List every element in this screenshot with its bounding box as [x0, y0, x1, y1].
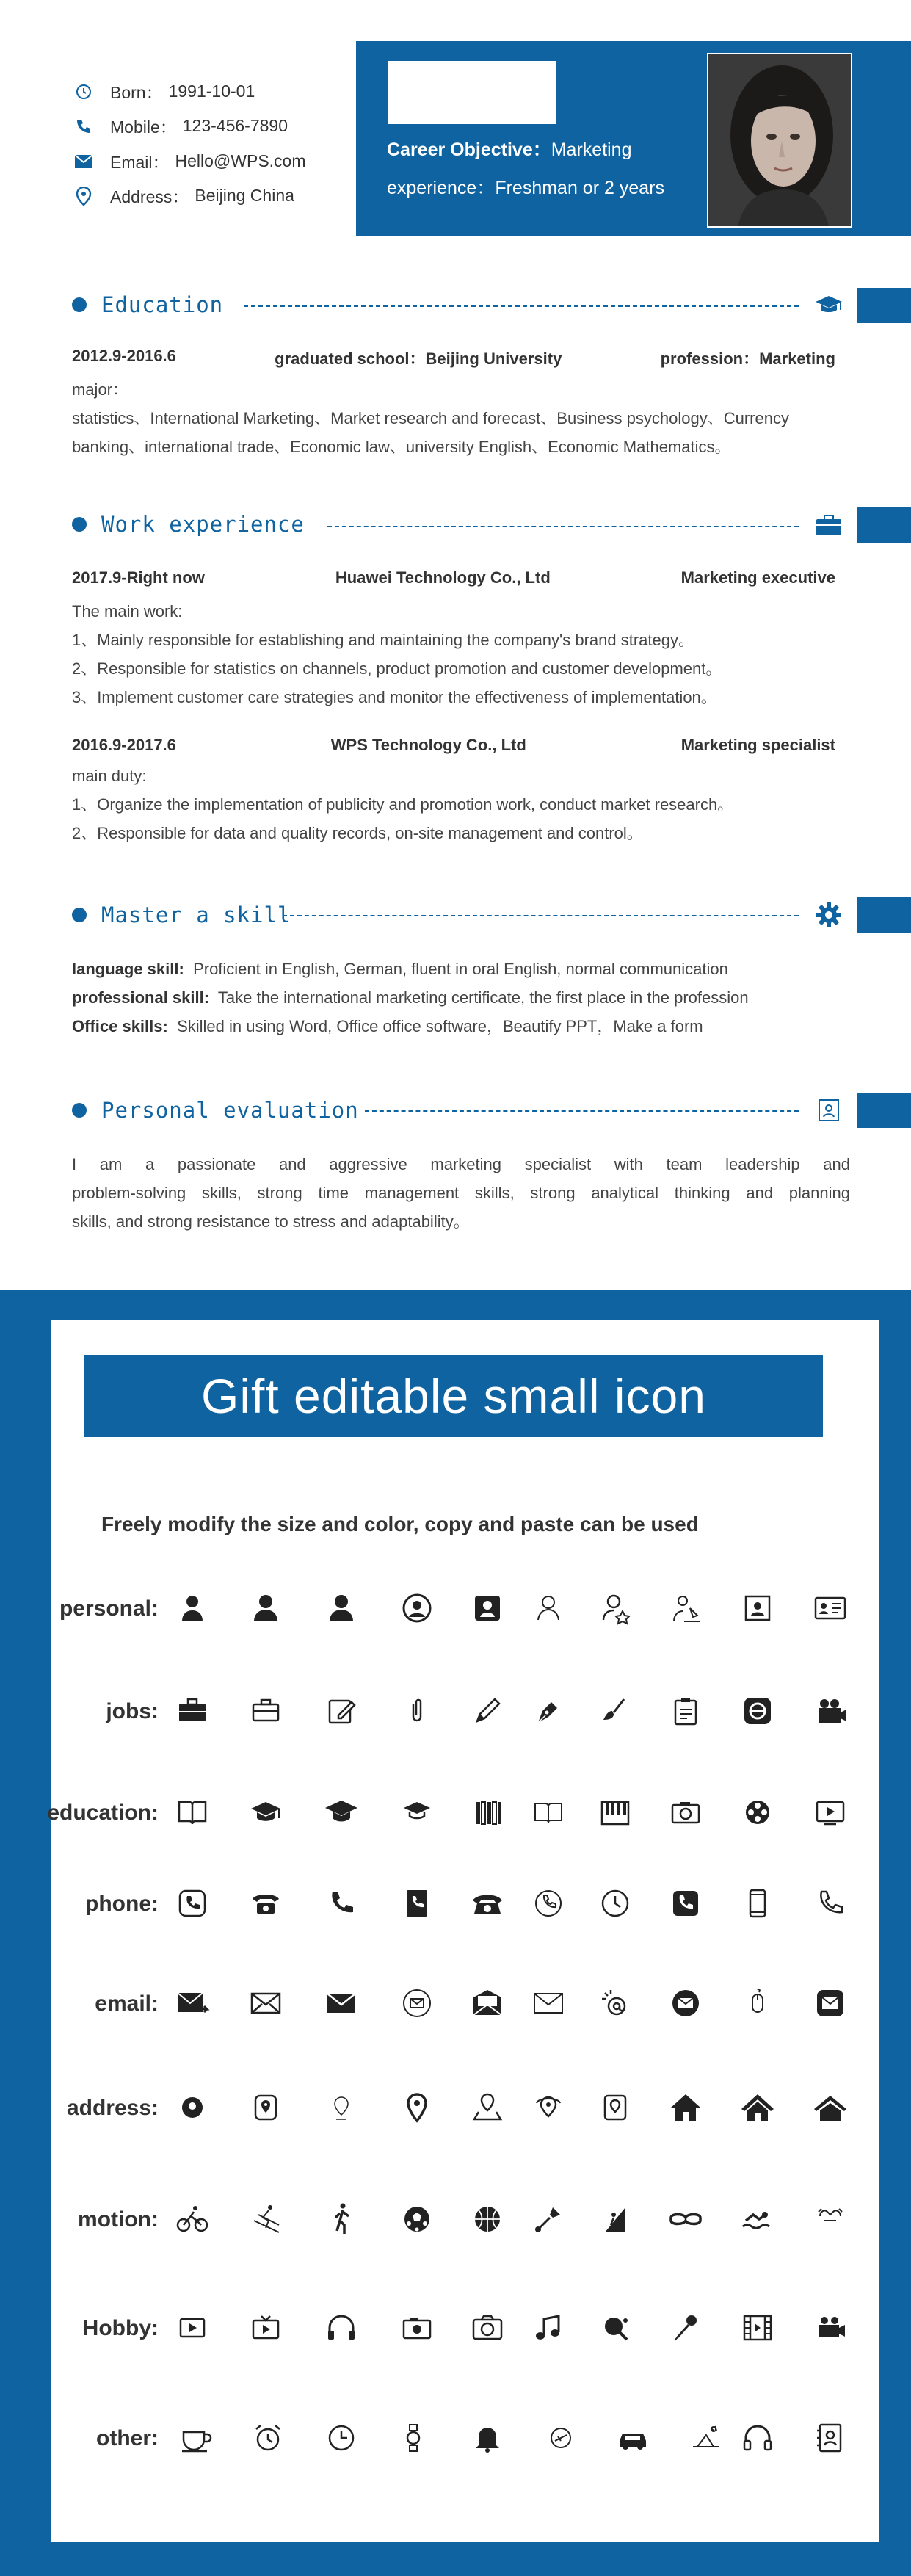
- send-mail-icon[interactable]: [172, 1983, 213, 2024]
- briefcase-icon[interactable]: [172, 1690, 213, 1732]
- profession-label: profession：: [660, 350, 760, 368]
- address-value: Beijing China: [195, 186, 294, 205]
- work-title: Work experience: [101, 512, 305, 537]
- edit-icon[interactable]: [321, 1690, 362, 1732]
- running-icon[interactable]: [321, 2199, 362, 2240]
- mobile-label: Mobile：: [110, 117, 177, 137]
- icon-panel: [51, 1320, 879, 2542]
- film-strip-icon[interactable]: [737, 2307, 778, 2348]
- beach-chair-icon[interactable]: [686, 2417, 727, 2459]
- user-circle-icon[interactable]: [396, 1588, 438, 1629]
- user-writing-icon[interactable]: [665, 1588, 706, 1629]
- row-label: address:: [66, 2096, 159, 2120]
- mortarboard-icon[interactable]: [321, 1792, 362, 1833]
- email-value[interactable]: Hello@WPS.com: [175, 151, 306, 170]
- education-school: [275, 347, 562, 369]
- icon-row-phone: [0, 1883, 911, 1927]
- icon-row-personal: [0, 1588, 911, 1632]
- person-icon[interactable]: [245, 1588, 286, 1629]
- person-suit-icon[interactable]: [172, 1588, 213, 1629]
- swimming-icon[interactable]: [737, 2199, 778, 2240]
- id-card-icon[interactable]: [810, 1588, 851, 1629]
- born-value: 1991-10-01: [168, 82, 255, 101]
- user-star-icon[interactable]: [595, 1588, 636, 1629]
- weightlifting-icon[interactable]: [810, 2199, 851, 2240]
- job-item: 1、Mainly responsible for establishing and maintaining the company's brand strategy。: [72, 631, 694, 649]
- skill-value: Skilled in using Word, Office office software，Beautify PPT，Make a form: [177, 1017, 703, 1035]
- location-target-icon[interactable]: [172, 2087, 213, 2128]
- email-label: Email：: [110, 153, 170, 172]
- photo-camera-icon[interactable]: [396, 2307, 438, 2348]
- alarm-clock-icon[interactable]: [247, 2417, 288, 2459]
- contact-mobile: [73, 114, 288, 138]
- user-icon[interactable]: [321, 1588, 362, 1629]
- envelope-thin-icon[interactable]: [528, 1983, 569, 2024]
- headset-icon[interactable]: [737, 2417, 778, 2459]
- at-sign-icon[interactable]: [595, 1983, 636, 2024]
- id-badge-icon[interactable]: [737, 1588, 778, 1629]
- row-label: email:: [95, 1991, 159, 2016]
- telephone-icon[interactable]: [245, 1883, 286, 1924]
- mouse-icon[interactable]: [737, 1983, 778, 2024]
- mobile-phone-icon[interactable]: [737, 1883, 778, 1924]
- address-label: Address：: [110, 187, 189, 206]
- job-description: [72, 761, 850, 847]
- wristwatch-icon[interactable]: [393, 2417, 434, 2459]
- airplane-circle-icon[interactable]: [540, 2417, 581, 2459]
- major-line: statistics、International Marketing、Market research and forecast、Business psychology、Currency: [72, 409, 789, 427]
- skill-item: [72, 1012, 850, 1041]
- section-bullet: [72, 908, 87, 922]
- mail-circle-icon[interactable]: [396, 1983, 438, 2024]
- video-screen-icon[interactable]: [810, 1792, 851, 1833]
- basketball-icon[interactable]: [467, 2199, 508, 2240]
- television-icon[interactable]: [245, 2307, 286, 2348]
- skiing-icon[interactable]: [245, 2199, 286, 2240]
- clock-circle-icon[interactable]: [595, 1883, 636, 1924]
- gear-icon: [815, 901, 843, 929]
- section-divider: [327, 526, 799, 527]
- map-location-icon[interactable]: [467, 2087, 508, 2128]
- school-label: graduated school：: [275, 350, 426, 368]
- job-period: 2016.9-2017.6: [72, 736, 176, 754]
- id-card-icon: [815, 1096, 843, 1124]
- graduation-cap-icon[interactable]: [245, 1792, 286, 1833]
- major-label: major：: [72, 380, 129, 399]
- section-tab: [857, 507, 911, 543]
- section-divider: [365, 1110, 799, 1112]
- education-heading: [72, 290, 223, 319]
- row-label: education:: [47, 1801, 159, 1825]
- evaluation-line: problem-solving skills, strong time management skills, strong analytical thinking and planning: [72, 1184, 850, 1202]
- video-camera-icon[interactable]: [810, 1690, 851, 1732]
- envelope-outline-icon[interactable]: [245, 1983, 286, 2024]
- section-tab: [857, 288, 911, 323]
- mail-box-icon[interactable]: [810, 1983, 851, 2024]
- ie-browser-icon[interactable]: [737, 1690, 778, 1732]
- header-banner: [356, 41, 911, 236]
- evaluation-heading: [72, 1096, 359, 1125]
- skills-heading: [72, 900, 291, 930]
- cycling-icon[interactable]: [172, 2199, 213, 2240]
- gift-title: Gift editable small icon: [201, 1369, 706, 1423]
- phone-icon: [73, 116, 94, 137]
- phone-outline-icon[interactable]: [810, 1883, 851, 1924]
- icon-row-email: [0, 1983, 911, 2027]
- envelope-filled-icon[interactable]: [321, 1983, 362, 2024]
- row-label: motion:: [78, 2207, 159, 2232]
- icon-row-education: [0, 1792, 911, 1836]
- soccer-ball-icon[interactable]: [396, 2199, 438, 2240]
- skill-value: Proficient in English, German, fluent in oral English, normal communication: [193, 960, 728, 978]
- swim-goggles-icon[interactable]: [665, 2199, 706, 2240]
- name-placeholder-box[interactable]: [388, 61, 556, 124]
- microphone-icon[interactable]: [665, 2307, 706, 2348]
- experience-label: experience：: [387, 178, 496, 198]
- objective-label: Career Objective：: [387, 140, 551, 160]
- job-row: [72, 736, 835, 755]
- evaluation-title: Personal evaluation: [101, 1098, 359, 1123]
- location-radar-icon[interactable]: [528, 2087, 569, 2128]
- contact-email: [73, 149, 306, 173]
- piano-keys-icon[interactable]: [595, 1792, 636, 1833]
- location-pin-icon[interactable]: [396, 2087, 438, 2128]
- section-bullet: [72, 1103, 87, 1118]
- play-screen-icon[interactable]: [172, 2307, 213, 2348]
- work-heading: [72, 510, 305, 539]
- section-tab: [857, 1093, 911, 1128]
- house-roof-icon[interactable]: [810, 2087, 851, 2128]
- icon-row-hobby: [0, 2307, 911, 2351]
- section-bullet: [72, 297, 87, 312]
- message-circle-icon[interactable]: [665, 1983, 706, 2024]
- job-item: 1、Organize the implementation of publicity and promotion work, conduct market research。: [72, 795, 734, 814]
- ping-pong-icon[interactable]: [595, 2307, 636, 2348]
- pencil-icon[interactable]: [467, 1690, 508, 1732]
- paperclip-icon[interactable]: [396, 1690, 438, 1732]
- section-tab: [857, 897, 911, 933]
- car-icon[interactable]: [612, 2417, 653, 2459]
- education-major: [72, 375, 850, 461]
- bell-icon[interactable]: [467, 2417, 508, 2459]
- icon-row-motion: [0, 2199, 911, 2243]
- briefcase-icon: [815, 511, 843, 539]
- job-company: WPS Technology Co., Ltd: [330, 736, 526, 754]
- major-line: banking、international trade、Economic law、university English、Economic Mathematics。: [72, 438, 731, 456]
- badminton-icon[interactable]: [528, 2199, 569, 2240]
- row-label: other:: [96, 2426, 159, 2450]
- phone-circle-icon[interactable]: [528, 1883, 569, 1924]
- row-label: Hobby:: [82, 2316, 159, 2340]
- icon-row-other: [0, 2417, 911, 2461]
- contact-book-icon[interactable]: [810, 2417, 851, 2459]
- job-item: 3、Implement customer care strategies and monitor the effectiveness of implementation。: [72, 688, 717, 706]
- skill-value: Take the international marketing certificate, the first place in the profession: [217, 988, 749, 1007]
- map-marker-box-icon[interactable]: [595, 2087, 636, 2128]
- job-role: Marketing specialist: [680, 736, 835, 754]
- skill-label: language skill:: [72, 960, 184, 978]
- book-open-icon[interactable]: [172, 1792, 213, 1833]
- job-intro: main duty:: [72, 767, 147, 785]
- skill-item: [72, 955, 850, 983]
- row-label: phone:: [85, 1892, 159, 1916]
- skill-item: [72, 983, 850, 1012]
- born-label: Born：: [110, 83, 163, 102]
- pen-nib-icon[interactable]: [528, 1690, 569, 1732]
- education-period: 2012.9-2016.6: [72, 347, 176, 365]
- phonebook-icon[interactable]: [396, 1883, 438, 1924]
- job-company: Huawei Technology Co., Ltd: [335, 568, 551, 587]
- job-item: 2、Responsible for data and quality records, on-site management and control。: [72, 824, 643, 842]
- headphones-icon[interactable]: [321, 2307, 362, 2348]
- student-cap-icon[interactable]: [396, 1792, 438, 1833]
- job-intro: The main work:: [72, 602, 183, 621]
- evaluation-line: skills, and strong resistance to stress and adaptability。: [72, 1212, 470, 1231]
- job-row: [72, 568, 835, 587]
- job-role: Marketing executive: [680, 568, 835, 587]
- graduation-cap-icon: [815, 291, 843, 319]
- brush-icon[interactable]: [595, 1690, 636, 1732]
- camera-outline-icon[interactable]: [467, 2307, 508, 2348]
- envelope-icon: [73, 151, 94, 172]
- skills-list: [72, 955, 850, 1041]
- map-pin-square-icon[interactable]: [245, 2087, 286, 2128]
- icon-row-jobs: [0, 1690, 911, 1734]
- clipboard-icon[interactable]: [665, 1690, 706, 1732]
- bookshelf-icon[interactable]: [467, 1792, 508, 1833]
- profile-photo: [707, 53, 852, 228]
- location-outline-icon[interactable]: [321, 2087, 362, 2128]
- section-bullet: [72, 517, 87, 532]
- evaluation-line: I am a passionate and aggressive marketing specialist with team leadership and: [72, 1155, 850, 1173]
- location-pin-icon: [73, 186, 94, 206]
- climbing-icon[interactable]: [595, 2199, 636, 2240]
- user-outline-icon[interactable]: [528, 1588, 569, 1629]
- clock-icon[interactable]: [321, 2417, 362, 2459]
- gift-title-banner: [84, 1355, 823, 1437]
- row-label: jobs:: [106, 1699, 159, 1723]
- job-item: 2、Responsible for statistics on channels, product promotion and customer development。: [72, 659, 722, 678]
- row-label: personal:: [59, 1596, 159, 1621]
- section-divider: [244, 305, 799, 307]
- music-note-icon[interactable]: [528, 2307, 569, 2348]
- house-icon[interactable]: [737, 2087, 778, 2128]
- job-period: 2017.9-Right now: [72, 568, 205, 587]
- contact-born: [73, 79, 255, 104]
- movie-projector-icon[interactable]: [810, 2307, 851, 2348]
- section-divider: [283, 915, 799, 916]
- profession-value: Marketing: [759, 350, 835, 368]
- skill-label: Office skills:: [72, 1017, 168, 1035]
- education-profession: [661, 347, 835, 369]
- clock-icon: [73, 82, 94, 102]
- briefcase-outline-icon[interactable]: [245, 1690, 286, 1732]
- phone-box-icon[interactable]: [665, 1883, 706, 1924]
- career-objective: [387, 131, 688, 207]
- mobile-value: 123-456-7890: [182, 116, 288, 135]
- coffee-cup-icon[interactable]: [176, 2417, 217, 2459]
- home-icon[interactable]: [665, 2087, 706, 2128]
- book-icon[interactable]: [528, 1792, 569, 1833]
- icon-row-address: [0, 2087, 911, 2131]
- gift-subtitle: Freely modify the size and color, copy and paste can be used: [101, 1513, 699, 1535]
- letter-icon[interactable]: [467, 1983, 508, 2024]
- skill-label: professional skill:: [72, 988, 210, 1007]
- school-value: Beijing University: [425, 350, 562, 368]
- experience-value: Freshman or 2 years: [495, 178, 664, 198]
- camera-icon[interactable]: [665, 1792, 706, 1833]
- user-square-icon[interactable]: [467, 1588, 508, 1629]
- telephone-old-icon[interactable]: [467, 1883, 508, 1924]
- evaluation-text: [72, 1150, 850, 1236]
- phone-handset-icon[interactable]: [321, 1883, 362, 1924]
- objective-value: Marketing: [551, 140, 632, 160]
- education-title: Education: [101, 292, 224, 317]
- contact-address: [73, 184, 294, 208]
- phone-square-icon[interactable]: [172, 1883, 213, 1924]
- education-row: [72, 347, 835, 369]
- job-description: [72, 597, 850, 712]
- film-reel-icon[interactable]: [737, 1792, 778, 1833]
- skills-title: Master a skill: [101, 902, 291, 927]
